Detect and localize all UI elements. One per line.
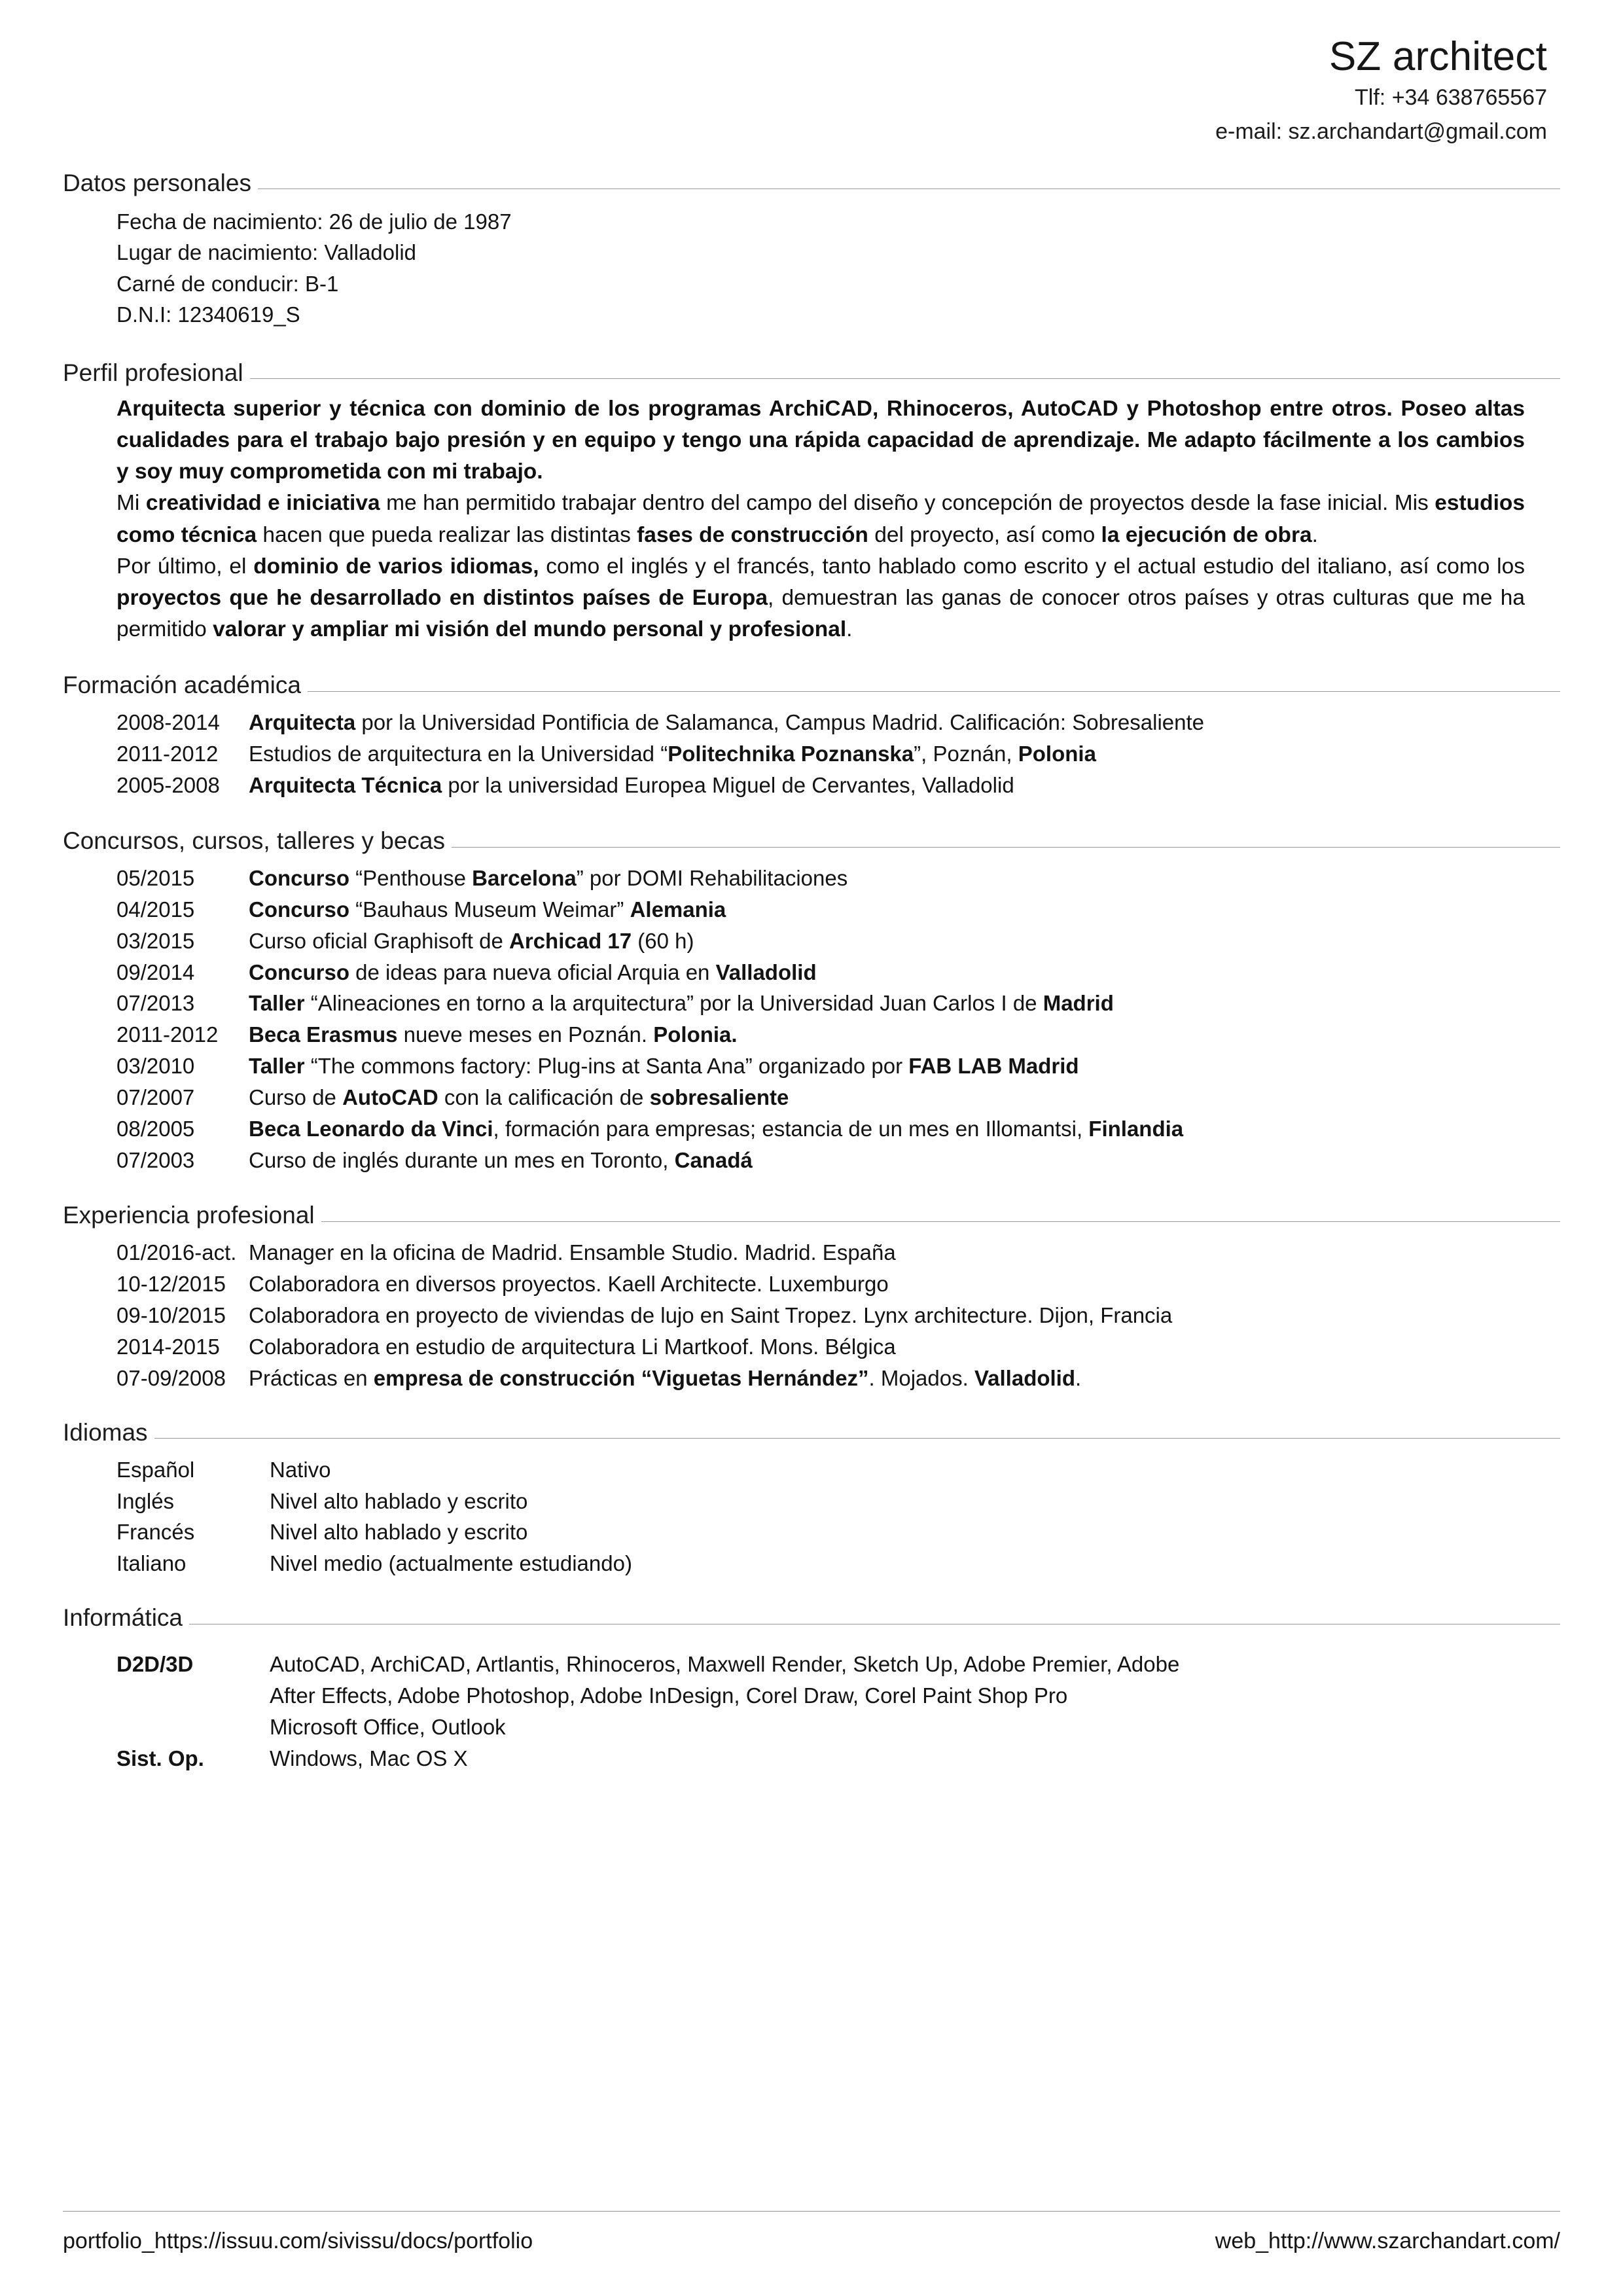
list-item [63,707,1560,738]
emphasis-text: Archicad 17 [509,928,632,953]
emphasis-text: Alemania [630,897,726,922]
plain-text: Manager en la oficina de Madrid. Ensamble Studio. Madrid. España [249,1240,896,1265]
emphasis-text: empresa de construcción “Viguetas Hernández” [373,1365,869,1390]
emphasis-text: AutoCAD [342,1085,438,1109]
entry-description [226,1019,1560,1050]
software-list [63,1649,1560,1774]
section-header-profile [63,359,1560,387]
plain-text: por la universidad Europea Miguel de Cervantes, Valladolid [442,773,1014,798]
emphasis-text: Valladolid [715,960,817,984]
section-header-courses [63,827,1560,855]
plain-text: Curso de inglés durante un mes en Toronto, [249,1147,675,1172]
entry-date: 2011-2012 [116,1022,219,1047]
section-rule [321,1221,1560,1222]
section-title: Perfil profesional [63,359,243,386]
emphasis-text: Polonia. [653,1022,738,1047]
list-item [63,1050,1560,1082]
section-header-languages [63,1419,1560,1446]
emphasis-text: Concurso [249,866,350,890]
emphasis-text: Concurso [249,897,350,922]
section-header-software [63,1604,1560,1632]
list-item [63,1454,1560,1486]
profile-block [116,393,1525,646]
list-item [63,925,1560,957]
list-item [63,1649,1560,1743]
emphasis-text: Beca Erasmus [249,1022,398,1047]
entry-description [226,894,1560,925]
education-list [63,707,1560,801]
courses-list [63,863,1560,1175]
section-header-education [63,672,1560,699]
emphasis-text: Finlandia [1088,1116,1184,1141]
entry-description [226,770,1560,801]
plain-text: Colaboradora en estudio de arquitectura Li Martkoof. Mons. Bélgica [249,1334,896,1359]
emphasis-text: Arquitecta Técnica [249,773,442,798]
language-level: Nivel alto hablado y escrito [270,1520,528,1545]
section-header-experience [63,1202,1560,1229]
page-title: SZ architect [1329,34,1547,79]
emphasis-text: Madrid [1043,991,1114,1016]
list-item [63,1486,1560,1517]
emphasis-text: sobresaliente [649,1085,789,1109]
plain-text: “Alineaciones en torno a la arquitectura” por la Universidad Juan Carlos I de [304,991,1043,1016]
entry-description [226,738,1560,770]
list-item [63,1082,1560,1113]
section-title: Experiencia profesional [63,1202,315,1229]
language-level: Nivel alto hablado y escrito [270,1488,528,1513]
personal-data-block [116,206,1560,331]
personal-line: Fecha de nacimiento: 26 de julio de 1987 [116,209,512,234]
profile-paragraph-3: Por último, el dominio de varios idiomas, como el inglés y el francés, tanto hablado como escrito y el actual estudio del italiano, así como los proyectos que he desarrollado en distintos países de Europa, demuestran las ganas de conocer otros países y otras culturas que me ha permitido valorar y ampliar mi visión del mundo personal y profesional. [116,554,1525,642]
list-item [63,1331,1560,1363]
emphasis-text: Taller [249,1054,305,1079]
section-rule [154,1438,1560,1439]
experience-list [63,1237,1560,1393]
list-item [63,1268,1560,1300]
emphasis-text: Beca Leonardo da Vinci [249,1116,493,1141]
section-rule [250,378,1560,379]
entry-description [226,1113,1560,1145]
personal-line: Lugar de nacimiento: Valladolid [116,240,417,265]
entry-description [226,707,1560,738]
list-item [63,1113,1560,1145]
plain-text: Estudios de arquitectura en la Universidad “ [249,742,668,766]
section-header-personal [63,170,1560,197]
entry-description [226,1363,1560,1394]
software-list [247,1649,1560,1743]
language-name: Español [116,1457,195,1482]
section-rule [258,188,1560,189]
plain-text: Curso de [249,1085,343,1109]
entry-date: 08/2005 [116,1116,195,1141]
plain-text: de ideas para nueva oficial Arquia en [349,960,716,984]
plain-text: Prácticas en [249,1365,374,1390]
list-item [63,738,1560,770]
software-category: Sist. Op. [116,1746,204,1770]
plain-text: Colaboradora en diversos proyectos. Kaell Architecte. Luxemburgo [249,1272,889,1297]
header-email: e-mail: sz.archandart@gmail.com [1215,118,1547,144]
plain-text: “Penthouse [349,866,473,890]
plain-text: “The commons factory: Plug-ins at Santa Ana” organizado por [304,1054,909,1079]
entry-description [226,1237,1560,1268]
entry-date: 01/2016-act. [116,1240,237,1265]
document-header [63,34,1560,147]
plain-text: Curso oficial Graphisoft de [249,928,510,953]
plain-text: nueve meses en Poznán. [397,1022,654,1047]
entry-description [226,863,1560,894]
personal-line: Carné de conducir: B-1 [116,271,339,296]
entry-date: 07-09/2008 [116,1365,226,1390]
plain-text: Colaboradora en proyecto de viviendas de lujo en Saint Tropez. Lynx architecture. Dijon, Francia [249,1303,1173,1328]
language-name: Inglés [116,1488,175,1513]
emphasis-text: Arquitecta [249,710,356,735]
entry-date: 03/2010 [116,1054,195,1079]
profile-paragraph-2: Mi creatividad e iniciativa me han permitido trabajar dentro del campo del diseño y concepción de proyectos desde la fase inicial. Mis estudios como técnica hacen que pueda realizar las distintas fases de construcción del proyecto, así como la ejecución de obra. [116,491,1525,547]
plain-text: . Mojados. [868,1365,974,1390]
entry-date: 2008-2014 [116,710,220,735]
list-item [63,1237,1560,1268]
plain-text: ” por DOMI Rehabilitaciones [576,866,848,890]
emphasis-text: Valladolid [974,1365,1076,1390]
plain-text: , formación para empresas; estancia de un mes en Illomantsi, [493,1116,1089,1141]
profile-paragraph-1: Arquitecta superior y técnica con dominio de los programas ArchiCAD, Rhinoceros, AutoCAD y Photoshop entre otros. Poseo altas cualidades para el trabajo bajo presión y en equipo y tengo una rápida capacidad de aprendizaje. Me adapto fácilmente a los cambios y soy muy comprometida con mi trabajo. [116,396,1525,484]
entry-date: 09-10/2015 [116,1303,226,1328]
entry-date: 03/2015 [116,928,195,953]
entry-date: 07/2003 [116,1147,195,1172]
list-item [63,770,1560,801]
entry-date: 10-12/2015 [116,1272,226,1297]
emphasis-text: Taller [249,991,305,1016]
header-phone: Tlf: +34 638765567 [1355,85,1547,111]
entry-description [226,957,1560,988]
section-rule [308,691,1560,692]
language-level: Nativo [270,1457,331,1482]
entry-description [226,1145,1560,1176]
personal-line: D.N.I: 12340619_S [116,302,300,327]
language-name: Francés [116,1520,195,1545]
emphasis-text: Polonia [1018,742,1096,766]
language-name: Italiano [116,1551,187,1576]
list-item [63,957,1560,988]
software-line: Windows, Mac OS X [270,1746,468,1770]
software-category: D2D/3D [116,1652,194,1677]
list-item [63,863,1560,894]
list-item [63,1363,1560,1394]
list-item [63,1300,1560,1331]
plain-text: . [1075,1365,1082,1390]
section-title: Datos personales [63,169,251,196]
entry-date: 2011-2012 [116,742,219,766]
entry-date: 2005-2008 [116,773,220,798]
list-item [63,1019,1560,1050]
website-link[interactable]: web_http://www.szarchandart.com/ [1215,2229,1560,2253]
plain-text: ”, Poznán, [914,742,1018,766]
entry-date: 2014-2015 [116,1334,220,1359]
emphasis-text: FAB LAB Madrid [908,1054,1079,1079]
list-item [63,988,1560,1019]
section-title: Concursos, cursos, talleres y becas [63,827,446,854]
entry-description [226,1050,1560,1082]
section-rule [452,847,1560,848]
plain-text: con la calificación de [438,1085,650,1109]
entry-description [226,1268,1560,1300]
entry-description [226,1300,1560,1331]
entry-date: 07/2007 [116,1085,195,1109]
plain-text: “Bauhaus Museum Weimar” [349,897,630,922]
list-item [63,1743,1560,1774]
software-line: AutoCAD, ArchiCAD, Artlantis, Rhinoceros, Maxwell Render, Sketch Up, Adobe Premier, Adobe [270,1652,1180,1677]
entry-date: 05/2015 [116,866,195,890]
entry-date: 09/2014 [116,960,195,984]
entry-description [226,925,1560,957]
list-item [63,1516,1560,1548]
emphasis-text: Politechnika Poznanska [668,742,914,766]
entry-description [226,1331,1560,1363]
emphasis-text: Barcelona [472,866,577,890]
section-title: Formación académica [63,672,301,699]
entry-date: 04/2015 [116,897,195,922]
entry-description [226,988,1560,1019]
language-level: Nivel medio (actualmente estudiando) [270,1551,632,1576]
plain-text: por la Universidad Pontificia de Salamanca, Campus Madrid. Calificación: Sobresaliente [355,710,1205,735]
list-item [63,1145,1560,1176]
software-line: Microsoft Office, Outlook [270,1714,506,1739]
document-footer [63,2211,1560,2254]
plain-text: (60 h) [632,928,694,953]
portfolio-link[interactable]: portfolio_https://issuu.com/sivissu/docs/portfolio [63,2229,533,2253]
entry-date: 07/2013 [116,991,195,1016]
list-item [63,1548,1560,1579]
entry-description [226,1082,1560,1113]
languages-list [63,1454,1560,1579]
list-item [63,894,1560,925]
emphasis-text: Concurso [249,960,350,984]
section-title: Informática [63,1604,183,1632]
section-title: Idiomas [63,1418,148,1446]
footer-rule [63,2211,1560,2212]
emphasis-text: Canadá [674,1147,753,1172]
software-list [247,1743,1560,1774]
software-line: After Effects, Adobe Photoshop, Adobe InDesign, Corel Draw, Corel Paint Shop Pro [270,1683,1068,1708]
